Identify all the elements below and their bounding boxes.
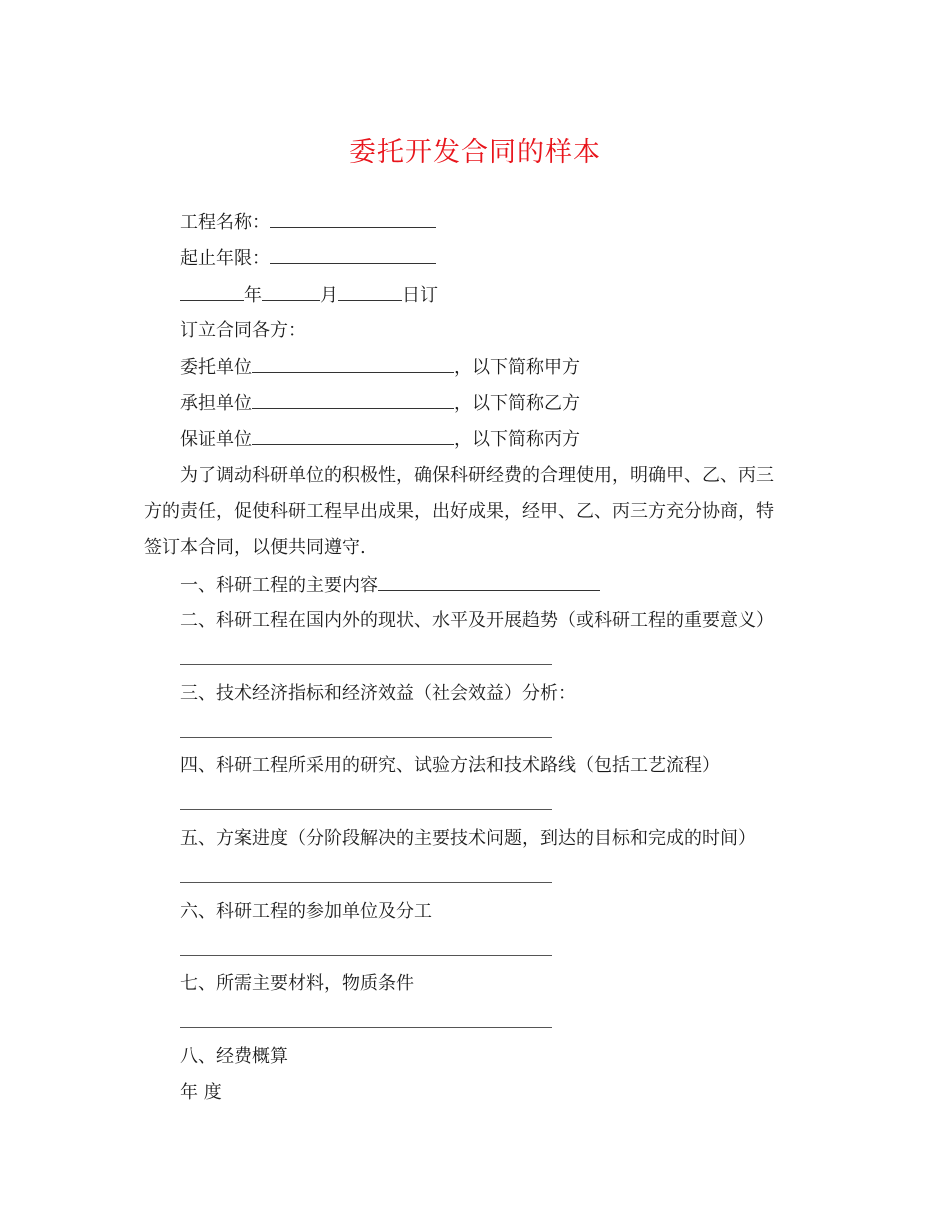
section-1-row bbox=[180, 574, 600, 597]
undertake-label: 承担单位 bbox=[180, 393, 252, 414]
year-blank bbox=[180, 284, 244, 301]
parties-heading: 订立合同各方： bbox=[180, 320, 306, 341]
document-title: 委托开发合同的样本 bbox=[349, 137, 601, 168]
guarantee-suffix: ，以下简称丙方 bbox=[454, 429, 580, 450]
year-row-label: 年 度 bbox=[180, 1082, 222, 1103]
day-blank bbox=[338, 284, 402, 301]
period-row bbox=[180, 247, 436, 270]
preamble-line-1: 为了调动科研单位的积极性，确保科研经费的合理使用，明确甲、乙、丙三 bbox=[180, 465, 774, 486]
section-5-answer-line bbox=[180, 882, 552, 883]
undertake-row bbox=[180, 392, 580, 415]
date-row bbox=[180, 284, 438, 307]
project-name-label: 工程名称： bbox=[180, 212, 270, 233]
section-7-heading: 七、所需主要材料，物质条件 bbox=[180, 973, 414, 994]
preamble-line-3: 签订本合同，以便共同遵守. bbox=[144, 537, 366, 558]
year-label: 年 bbox=[244, 285, 262, 306]
month-label: 月 bbox=[320, 285, 338, 306]
project-name-row bbox=[180, 211, 436, 234]
section-8-heading: 八、经费概算 bbox=[180, 1046, 288, 1067]
section-2-answer-line bbox=[180, 664, 552, 665]
section-6-heading: 六、科研工程的参加单位及分工 bbox=[180, 901, 432, 922]
guarantee-label: 保证单位 bbox=[180, 429, 252, 450]
undertake-suffix: ，以下简称乙方 bbox=[454, 393, 580, 414]
section-4-answer-line bbox=[180, 809, 552, 810]
entrust-blank bbox=[252, 356, 454, 373]
month-blank bbox=[262, 284, 320, 301]
entrust-row bbox=[180, 356, 580, 379]
section-3-answer-line bbox=[180, 737, 552, 738]
project-name-blank bbox=[270, 211, 436, 228]
section-1-heading: 一、科研工程的主要内容 bbox=[180, 575, 378, 596]
preamble-line-2: 方的责任，促使科研工程早出成果，出好成果，经甲、乙、丙三方充分协商，特 bbox=[144, 501, 774, 522]
period-label: 起止年限： bbox=[180, 248, 270, 269]
section-1-blank bbox=[378, 574, 600, 591]
section-4-heading: 四、科研工程所采用的研究、试验方法和技术路线（包括工艺流程） bbox=[180, 755, 720, 776]
guarantee-blank bbox=[252, 428, 454, 445]
day-label: 日订 bbox=[402, 285, 438, 306]
entrust-suffix: ，以下简称甲方 bbox=[454, 357, 580, 378]
section-5-heading: 五、方案进度（分阶段解决的主要技术问题，到达的目标和完成的时间） bbox=[180, 828, 756, 849]
period-blank bbox=[270, 247, 436, 264]
undertake-blank bbox=[252, 392, 454, 409]
section-7-answer-line bbox=[180, 1027, 552, 1028]
section-3-heading: 三、技术经济指标和经济效益（社会效益）分析： bbox=[180, 683, 576, 704]
section-6-answer-line bbox=[180, 955, 552, 956]
guarantee-row bbox=[180, 428, 580, 451]
entrust-label: 委托单位 bbox=[180, 357, 252, 378]
section-2-heading: 二、科研工程在国内外的现状、水平及开展趋势（或科研工程的重要意义） bbox=[180, 610, 774, 631]
